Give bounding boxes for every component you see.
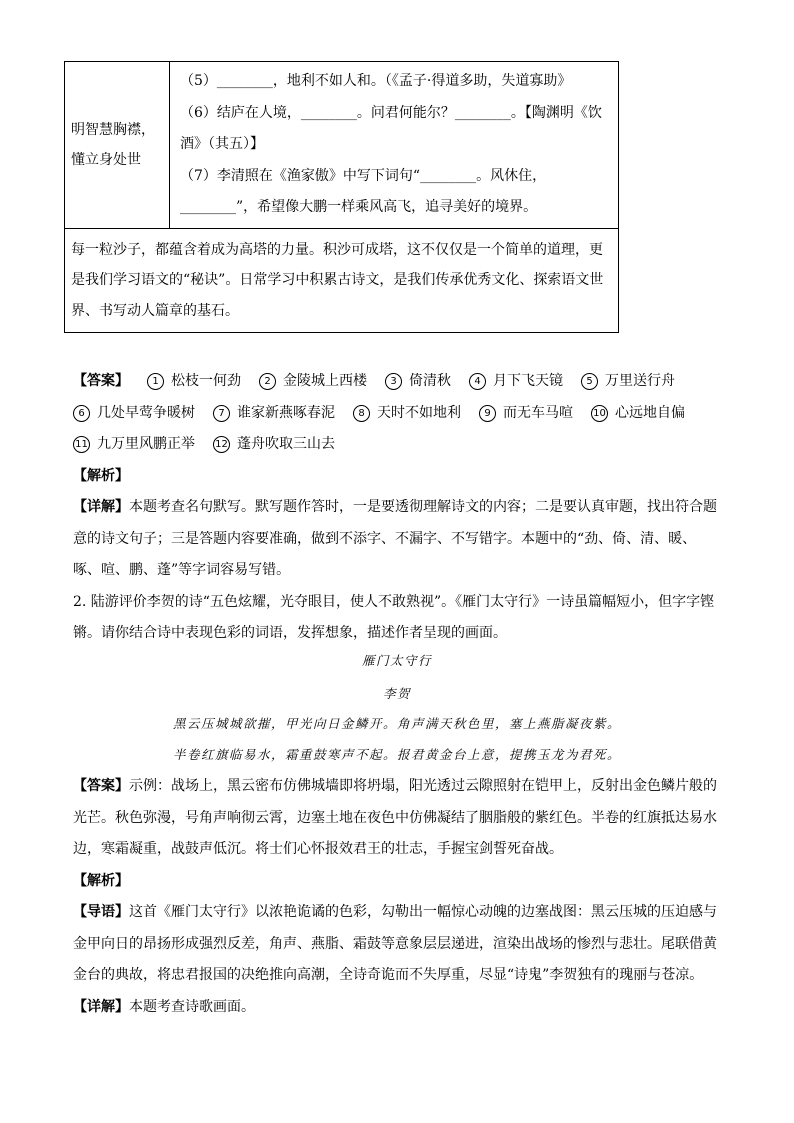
number-badge: 1 (147, 373, 164, 390)
poem-line-2: 半卷红旗临易水，霜重鼓寒声不起。报君黄金台上意，提携玉龙为君死。 (172, 747, 621, 762)
number-badge: 10 (591, 405, 608, 422)
answer-2 (73, 771, 723, 1023)
answer-text: 心远地自偏 (615, 404, 685, 421)
guide-text (73, 897, 723, 992)
answer-item (479, 398, 573, 430)
answer-item (581, 366, 675, 398)
answer-text: 几处早莺争暖树 (97, 404, 195, 421)
detail-text-2 (73, 992, 723, 1024)
answer-list (73, 366, 723, 461)
number-badge: 6 (73, 405, 90, 422)
answer-text: 万里送行舟 (605, 373, 675, 389)
answer-item (213, 398, 335, 430)
answer-item (73, 429, 195, 461)
poem-author: 李贺 (382, 686, 411, 701)
answer-text: 谁家新燕啄春泥 (237, 404, 335, 421)
answer-text: 天时不如地利 (377, 404, 461, 421)
answer-tag: 【答案】 (73, 373, 129, 389)
answer-tag: 【答案】 (73, 778, 129, 794)
analysis-detail (73, 492, 723, 587)
summary-text: 每一粒沙子，都蕴含着成为高塔的力量。积沙可成塔，这不仅仅是一个简单的道理，更是我们学习语文的“秘诀”。日常学习中积累古诗文，是我们传承优秀文化、探索语文世界、书写动人篇章的基石。 (71, 241, 604, 319)
question-5: （5）________，地利不如人和。（《孟子·得道多助，失道寡助》 (180, 73, 572, 89)
theme-label: 明智慧胸襟，懂立身处世 (71, 121, 155, 168)
number-badge: 12 (213, 436, 230, 453)
answer-text: 金陵城上西楼 (283, 373, 367, 389)
answer-text: 倚清秋 (409, 373, 451, 389)
guide-body: 这首《雁门太守行》以浓艳诡谲的色彩，勾勒出一幅惊心动魄的边塞战图：黑云压城的压迫感与金甲向日的昂扬形成强烈反差，角声、燕脂、霜鼓等意象层层递进，渲染出战场的惨烈与悲壮。尾联借黄金台的典故，将忠君报国的决绝推向高潮，全诗奇诡而不失厚重，尽显“诗鬼”李贺独有的瑰丽与苍凉。 (73, 904, 717, 983)
question-7: （7）李清照在《渔家傲》中写下词句“________。风休住，________”，希望像大鹏一样乘风高飞，追寻美好的境界。 (180, 167, 547, 215)
analysis-tag: 【解析】 (73, 467, 129, 484)
answer-item (213, 429, 335, 461)
number-badge: 3 (385, 373, 402, 390)
theme-cell (65, 62, 170, 229)
answer-body: 示例：战场上，黑云密布仿佛城墙即将坍塌，阳光透过云隙照射在铠甲上，反射出金色鳞片般的光芒。秋色弥漫，号角声响彻云霄，边塞土地在夜色中仿佛凝结了胭脂般的紫红色。半卷的红旗抵达易水边，寒霜凝重，战鼓声低沉。将士们心怀报效君王的壮志，手握宝剑誓死奋战。 (73, 778, 717, 857)
answer-item (259, 366, 367, 398)
number-badge: 9 (479, 405, 496, 422)
number-badge: 11 (73, 436, 90, 453)
answer-text: 松枝一何劲 (171, 373, 241, 389)
answer-item (147, 366, 241, 398)
poem-title: 雁门太守行 (361, 653, 432, 668)
answer-2-text (73, 771, 723, 866)
answer-item (385, 366, 451, 398)
answer-item (353, 398, 461, 430)
detail-tag: 【详解】 (73, 499, 129, 515)
summary-cell (65, 228, 619, 333)
number-badge: 5 (581, 373, 598, 390)
detail-tag: 【详解】 (73, 998, 129, 1015)
question-2: 2. 陆游评价李贺的诗“五色炫耀，光夺眼目，使人不敢熟视”。《雁门太守行》一诗虽篇幅短小，但字字铿锵。请你结合诗中表现色彩的词语，发挥想象，描述作者呈现的画面。 (73, 593, 715, 641)
number-badge: 4 (469, 373, 486, 390)
answer-item (591, 398, 685, 430)
analysis-tag: 【解析】 (73, 872, 129, 889)
guide-tag: 【导语】 (73, 904, 129, 920)
answer-item (73, 398, 195, 430)
number-badge: 2 (259, 373, 276, 390)
number-badge: 8 (353, 405, 370, 422)
fill-in-table (64, 61, 619, 333)
answer-1 (73, 366, 723, 650)
number-badge: 7 (213, 405, 230, 422)
answer-text: 而无车马喧 (503, 404, 573, 421)
question-6: （6）结庐在人境，________。问君何能尔？________。【陶渊明《饮酒》（其五）】 (180, 104, 602, 152)
questions-cell (170, 62, 619, 229)
poem-line-1: 黑云压城城欲摧，甲光向日金鳞开。角声满天秋色里，塞上燕脂凝夜紫。 (172, 716, 621, 731)
answer-text: 月下飞天镜 (493, 373, 563, 389)
answer-text: 蓬舟吹取三山去 (237, 436, 335, 452)
detail-text: 本题考查名句默写。默写题作答时，一是要透彻理解诗文的内容；二是要认真审题，找出符合题意的诗文句子；三是答题内容要准确，做到不添字、不漏字、不写错字。本题中的“劲、倚、清、暖、啄、喧、鹏、蓬”等字词容易写错。 (73, 499, 717, 578)
answer-text: 九万里风鹏正举 (97, 436, 195, 452)
detail-body: 本题考查诗歌画面。 (129, 998, 255, 1015)
answer-item (469, 366, 563, 398)
